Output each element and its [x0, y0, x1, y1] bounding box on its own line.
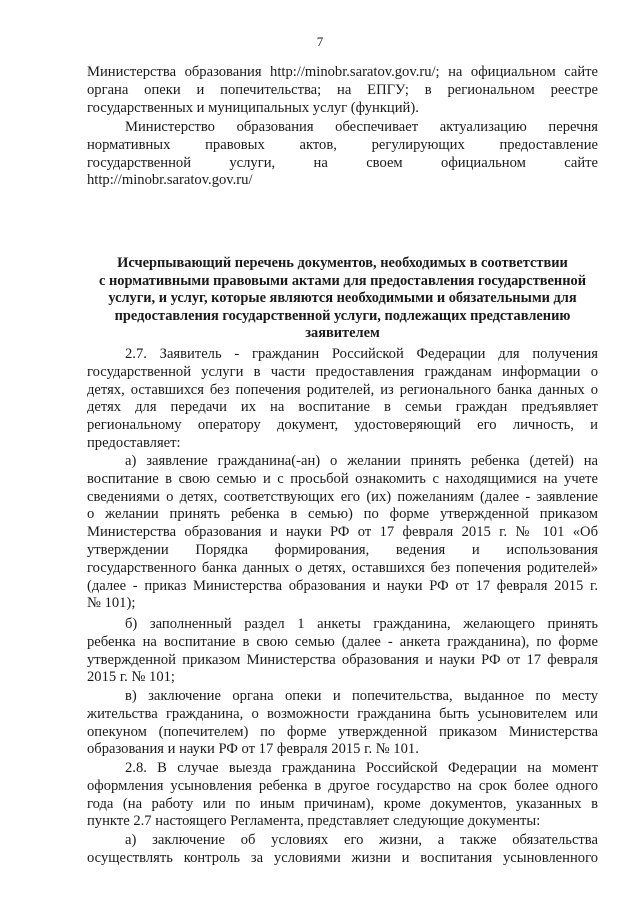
intro-paragraph-1	[87, 64, 598, 117]
text-line: Министерства образования и науки РФ от 17 февраля 2015 г. № 101 «Об	[87, 524, 598, 541]
text-line: 2.7. Заявитель - гражданин Российской Федерации для получения	[125, 346, 598, 362]
text-line: Министерство образования обеспечивает актуализацию перечня	[125, 119, 598, 135]
section-heading	[87, 255, 598, 343]
text-line: пункте 2.7 настоящего Регламента, представляет следующие документы:	[87, 813, 541, 830]
text-line: а) заявление гражданина(-ан) о желании принять ребенка (детей) на	[125, 453, 598, 469]
text-line: осуществлять контроль за условиями жизни и воспитания усыновленного	[87, 849, 598, 866]
paragraph-2-7-a	[87, 453, 598, 613]
text-line: детях, оставшихся без попечения родителей, из регионального банка данных о	[87, 381, 598, 398]
text-line: государственной услуги в части предоставления гражданам информации о	[87, 363, 598, 380]
page-number: 7	[316, 34, 324, 49]
text-line: детях для передачи их на воспитание в семьи граждан предъявляет	[87, 399, 598, 416]
text-line: 2.8. В случае выезда гражданина Российской Федерации на момент	[125, 760, 598, 776]
text-line: региональному оператору документ, удостоверяющий его личность, и	[87, 417, 598, 434]
text-line: Министерства образования http://minobr.saratov.gov.ru/; на официальном сайте	[87, 64, 598, 80]
text-line: года (на работу или по иным причинам), кроме документов, указанных в	[87, 795, 598, 812]
paragraph-2-7-v	[87, 688, 598, 759]
text-line: жительства гражданина, о возможности гражданина быть усыновителем или	[87, 705, 598, 722]
text-line: сведениями о детях, соответствующих его (их) пожеланиям (далее - заявление	[87, 488, 598, 505]
text-line: б) заполненный раздел 1 анкеты гражданина, желающего принять	[125, 616, 598, 632]
text-line: опекуном (попечителем) по форме утвержденной приказом Министерства	[87, 723, 598, 740]
text-line: воспитание в свою семью и с просьбой ознакомить с находящимися на учете	[87, 470, 598, 487]
intro-paragraph-2	[87, 119, 598, 190]
paragraph-2-8	[87, 760, 598, 831]
text-line: государственного банка данных о детях, оставшихся без попечения родителей»	[87, 559, 598, 576]
heading-line: услуги, и услуг, которые являются необходимыми и обязательными для	[108, 290, 577, 307]
text-line: (далее - приказ Министерства образования и науки РФ от 17 февраля 2015 г.	[87, 577, 598, 594]
text-line: № 101);	[87, 595, 136, 612]
text-line: оформления усыновления ребенка в другое государство на срок более одного	[87, 777, 598, 794]
text-line: в) заключение органа опеки и попечительства, выданное по месту	[125, 688, 598, 704]
text-line: утверждении Порядка формирования, ведения и использования	[87, 541, 598, 558]
text-line: образования и науки РФ от 17 февраля 2015 г. № 101.	[87, 741, 419, 758]
paragraph-2-7	[87, 346, 598, 453]
text-line: органа опеки и попечительства; на ЕПГУ; в региональном реестре	[87, 81, 598, 98]
text-line: государственной услуги, на своем официальном сайте	[87, 154, 598, 171]
heading-line: предоставления государственной услуги, подлежащих представлению	[114, 307, 571, 324]
text-line: о желании принять ребенка в семью) по форме утвержденной приказом	[87, 506, 598, 523]
text-line: предоставляет:	[87, 434, 181, 451]
text-line: утвержденной приказом Министерства образования и науки РФ от 17 февраля	[87, 651, 598, 668]
text-line: 2015 г. № 101;	[87, 669, 175, 686]
heading-line: заявителем	[305, 325, 380, 342]
paragraph-2-8-a	[87, 832, 598, 868]
text-line: а) заключение об условиях его жизни, а также обязательства	[125, 832, 598, 848]
heading-line: Исчерпывающий перечень документов, необходимых в соответствии	[117, 255, 568, 271]
text-line: нормативных правовых актов, регулирующих предоставление	[87, 136, 598, 153]
heading-line: с нормативными правовыми актами для предоставления государственной	[98, 272, 586, 289]
text-line: http://minobr.saratov.gov.ru/	[87, 172, 253, 189]
text-line: ребенка на воспитание в свою семью (далее - анкета гражданина), по форме	[87, 633, 598, 650]
text-line: государственных и муниципальных услуг (функций).	[87, 99, 419, 116]
paragraph-2-7-b	[87, 616, 598, 687]
